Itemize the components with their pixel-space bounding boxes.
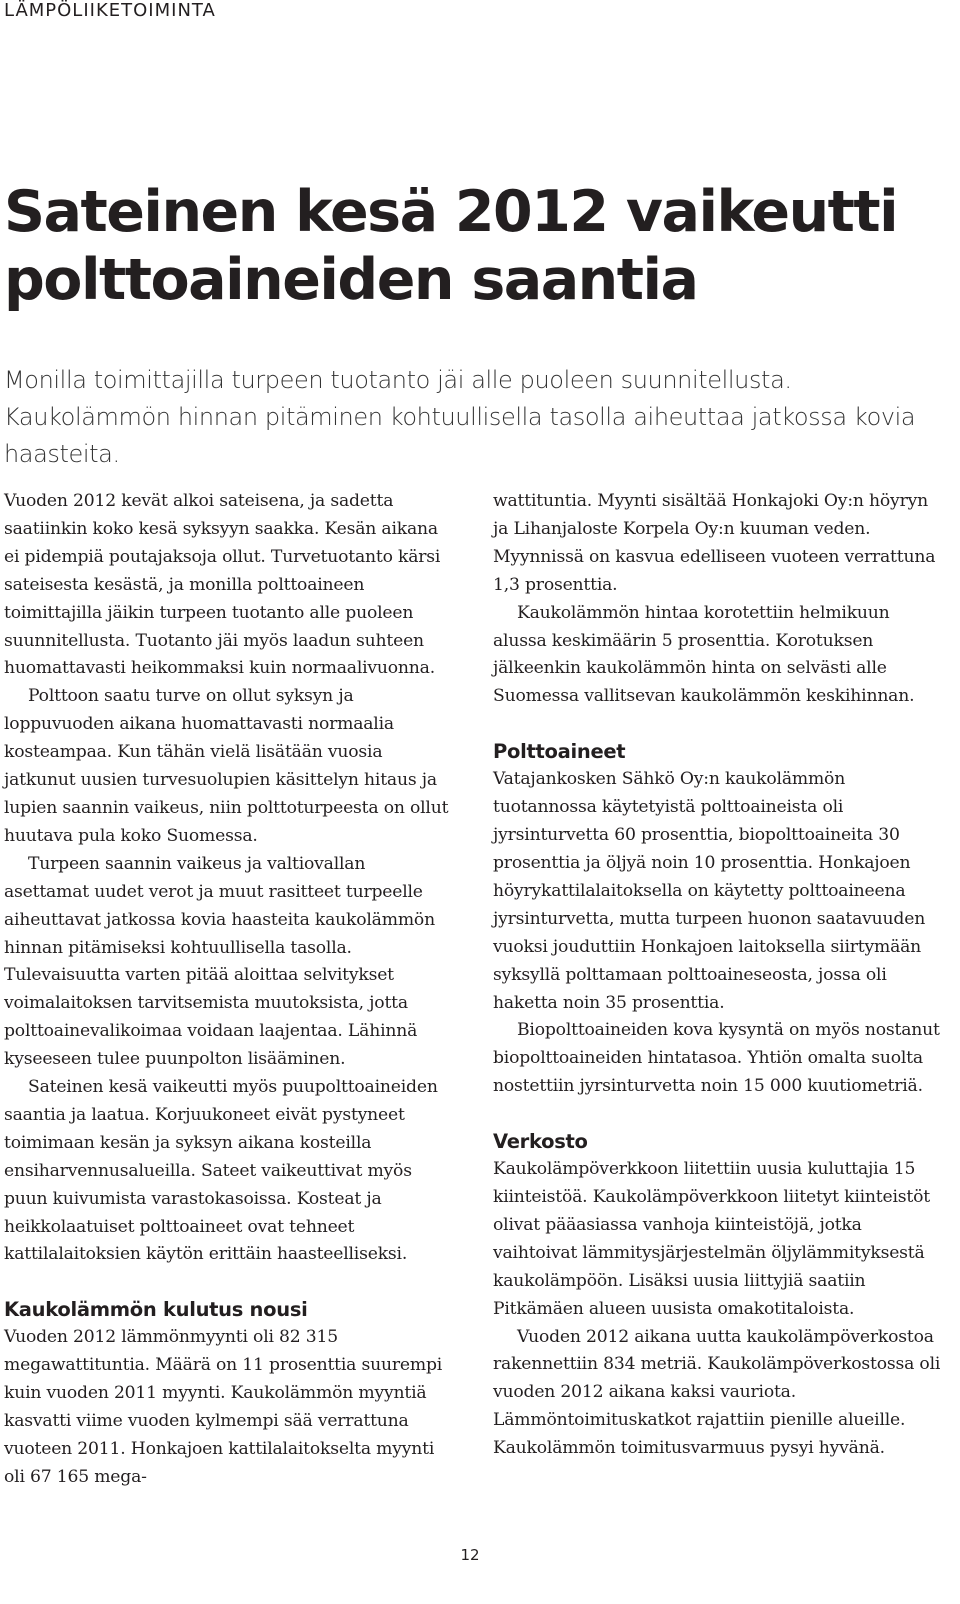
body-paragraph: Polttoon saatu turve on ollut syksyn ja loppuvuoden aikana huomattavasti normaalia kosteampaa. Kun tähän vielä lisätään vuosia jatkunut uusien turvesuolupien käsittelyn hitaus ja lupien saannin vaikeus, niin polttoturpeesta on ollut huutava pula koko Suomessa. [4, 686, 449, 846]
body-paragraph: wattituntia. Myynti sisältää Honkajoki Oy:n höyryn ja Lihanjaloste Korpela Oy:n kuuman veden. Myynnissä on kasvua edelliseen vuoteen verrattuna 1,3 prosenttia. [493, 491, 936, 595]
body-paragraph: Biopolttoaineiden kova kysyntä on myös nostanut biopolttoaineiden hintatasoa. Yhtiön omalta suolta nostettiin jyrsinturvetta noin 15 000 kuutiometriä. [493, 1020, 940, 1097]
body-paragraph: Vatajankosken Sähkö Oy:n kaukolämmön tuotannossa käytetyistä polttoaineista oli jyrsinturvetta 60 prosenttia, biopolttoaineita 30 prosenttia ja öljyä noin 10 prosenttia. Honkajoen höyrykattilalaitoksella on käytetty polttoaineena jyrsinturvetta, mutta turpeen huonon saatavuuden vuoksi jouduttiin Honkajoen laitoksella siirtymään syksyllä polttamaan polttoaineseosta, jossa oli haketta noin 35 prosenttia. [493, 769, 926, 1013]
subheading-fuels: Polttoaineet [493, 740, 626, 764]
article-lead: Monilla toimittajilla turpeen tuotanto jäi alle puoleen suunnitellusta. Kaukolämmön hinnan pitäminen kohtuullisella tasolla aiheuttaa jatkossa kovia haasteita. [4, 366, 916, 468]
left-column [4, 488, 454, 1492]
body-paragraph: Vuoden 2012 lämmönmyynti oli 82 315 megawattituntia. Määrä on 11 prosenttia suurempi kuin vuoden 2011 myynti. Kaukolämmön myyntiä kasvatti viime vuoden kylmempi sää verrattuna vuoteen 2011. Honkajoen kattilalaitokselta myynti oli 67 165 mega- [4, 1327, 443, 1487]
article-title: Sateinen kesä 2012 vaikeutti polttoaineiden saantia [4, 179, 898, 313]
body-paragraph: Kaukolämmön hintaa korotettiin helmikuun alussa keskimäärin 5 prosenttia. Korotuksen jälkeenkin kaukolämmön hinta on selvästi alle Suomessa vallitsevan kaukolämmön keskihinnan. [493, 602, 915, 707]
subheading-network: Verkosto [493, 1130, 588, 1154]
subheading-heat-consumption: Kaukolämmön kulutus nousi [4, 1298, 308, 1322]
body-paragraph: Vuoden 2012 kevät alkoi sateisena, ja sadetta saatiinkin koko kesä syksyyn saakka. Kesän aikana ei pidempiä poutajaksoja ollut. Turvetuotanto kärsi sateisesta kesästä, ja monilla polttoaineen toimittajilla jäikin turpeen tuotanto alle puoleen suunnitellusta. Tuotanto jäi myös laadun suhteen huomattavasti heikommaksi kuin normaalivuonna. [4, 491, 441, 679]
right-column [493, 488, 943, 1463]
section-label: LÄMPÖLIIKETOIMINTA [4, 0, 216, 21]
body-paragraph: Turpeen saannin vaikeus ja valtiovallan asettamat uudet verot ja muut rasitteet turpeelle aiheuttavat jatkossa kovia haasteita kaukolämmön hinnan pitämiseksi kohtuullisella tasolla. Tulevaisuutta varten pitää aloittaa selvitykset voimalaitoksen tarvitsemista muutoksista, jotta polttoainevalikoimaa voidaan laajentaa. Lähinnä kyseeseen tulee puunpolton lisääminen. [4, 853, 435, 1070]
body-paragraph: Vuoden 2012 aikana uutta kaukolämpöverkostoa rakennettiin 834 metriä. Kaukolämpöverkostossa oli vuoden 2012 aikana kaksi vauriota. Lämmöntoimituskatkot rajattiin pienille alueille. Kaukolämmön toimitusvarmuus pysyi hyvänä. [493, 1326, 941, 1459]
body-paragraph: Kaukolämpöverkkoon liitettiin uusia kuluttajia 15 kiinteistöä. Kaukolämpöverkkoon liitetyt kiinteistöt olivat pääasiassa vanhoja kiinteistöjä, jotka vaihtoivat lämmitysjärjestelmän öljylämmityksestä kaukolämpöön. Lisäksi uusia liittyjiä saatiin Pitkämäen alueen uusista omakotitaloista. [493, 1159, 930, 1319]
page-number: 12 [460, 1546, 480, 1564]
body-paragraph: Sateinen kesä vaikeutti myös puupolttoaineiden saantia ja laatua. Korjuukoneet eivät pystyneet toimimaan kesän ja syksyn aikana kosteilla ensiharvennusalueilla. Sateet vaikeuttivat myös puun kuivumista varastokasoissa. Kosteat ja heikkolaatuiset polttoaineet ovat tehneet kattilalaitoksien käytön erittäin haasteelliseksi. [4, 1077, 438, 1265]
